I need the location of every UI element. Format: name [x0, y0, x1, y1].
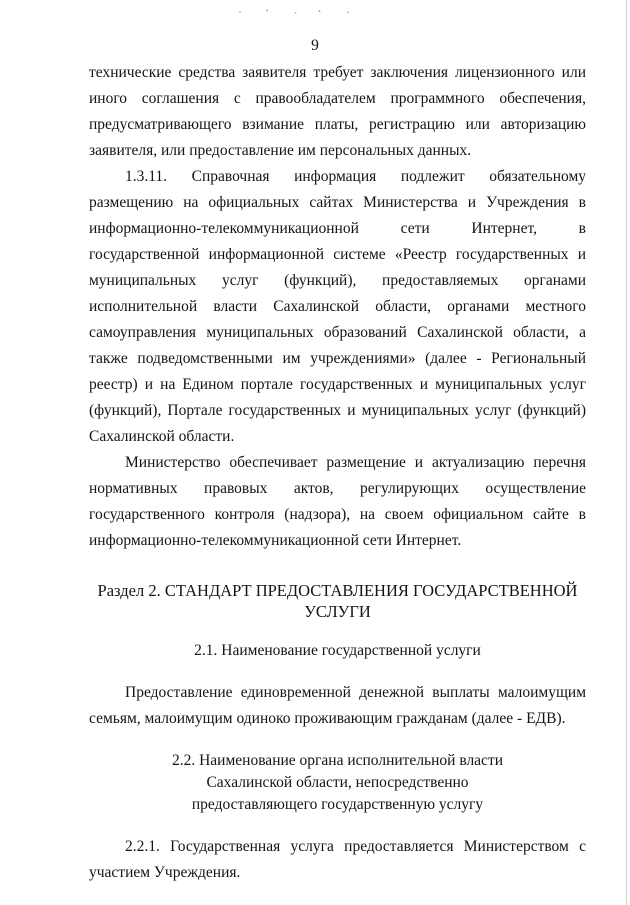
spacer — [89, 554, 586, 580]
page-edge — [626, 0, 627, 905]
paragraph-service-name: Предоставление единовременной денежной выплаты малоимущим семьям, малоимущим одиноко проживающим гражданам (далее - ЕДВ). — [89, 684, 586, 727]
heading-2-2-line-1: 2.2. Наименование органа исполнительной власти — [171, 752, 504, 769]
section-title-line-2: УСЛУГИ — [304, 602, 371, 621]
heading-2-2-line-3: предоставляющего государственную услугу — [191, 796, 484, 813]
page-number: 9 — [311, 37, 319, 54]
scan-artifact — [225, 8, 375, 16]
paragraph-continuation: технические средства заявителя требует заключения лицензионного или иного соглашения с правообладателем программного обеспечения, предусматривающего взимание платы, регистрацию или авторизацию заявителя, или предоставление им персональных данных. — [89, 64, 586, 159]
spacer — [89, 732, 586, 750]
heading-2-1: 2.1. Наименование государственной услуги — [194, 642, 481, 659]
paragraph-1-3-11: 1.3.11. Справочная информация подлежит обязательному размещению на официальных сайтах Министерства и Учреждения в информационно-телекоммуникационной сети Интернет, в государственной информационной системе «Реестр государственных и муниципальных услуг (функций), предоставляемых органами исполнительной власти Сахалинской области, органами местного самоуправления муниципальных образований Сахалинской области, а также подведомственными им учреждениями» (далее - Региональный реестр) и на Едином портале государственных и муниципальных услуг (функций), Портале государственных и муниципальных услуг (функций) Сахалинской области. — [89, 168, 586, 445]
document-body — [89, 60, 586, 886]
paragraph-2-2-1: 2.2.1. Государственная услуга предоставляется Министерством с участием Учреждения. — [89, 838, 586, 881]
section-title-line-1: Раздел 2. СТАНДАРТ ПРЕДОСТАВЛЕНИЯ ГОСУДАРСТВЕННОЙ — [97, 581, 578, 600]
spacer — [89, 622, 586, 640]
paragraph-ministry-duties: Министерство обеспечивает размещение и актуализацию перечня нормативных правовых актов, регулирующих осуществление государственного контроля (надзора), на своем официальном сайте в информационно-телекоммуникационной сети Интернет. — [89, 454, 586, 549]
spacer — [89, 662, 586, 680]
heading-2-2-line-2: Сахалинской области, непосредственно — [206, 774, 469, 791]
spacer — [89, 816, 586, 834]
